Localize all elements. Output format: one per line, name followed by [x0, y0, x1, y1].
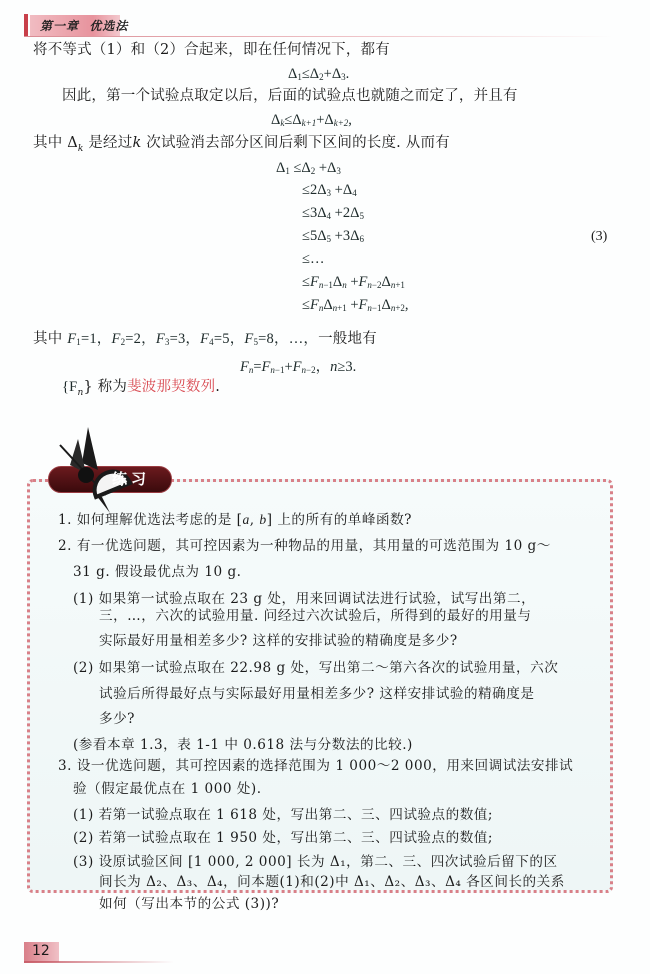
chapter-header-bar — [24, 14, 28, 37]
exercise-item-2-line-1: 2. 有一优选问题，其可控因素为一种物品的用量，其用量的可选范围为 10 g～ — [58, 538, 551, 554]
exercise-item-3-line-2: 验（假定最优点在 1 000 处). — [73, 781, 262, 797]
chain-line-5: ≤… — [302, 251, 325, 267]
exercise-3-3-line-2: 间长为 Δ₂、Δ₃、Δ₄，问本题(1)和(2)中 Δ₁、Δ₂、Δ₃、Δ₄ 各区间长的关系 — [99, 874, 565, 890]
exercise-item-1: 1. 如何理解优选法考虑的是 [a, b] 上的所有的单峰函数? — [58, 512, 412, 528]
chain-line-3: $\le 3\Delta_4 +2\Delta_5$ — [302, 205, 364, 221]
exercise-3-1: (1) 若第一试验点取在 1 618 处，写出第二、三、四试验点的数值; — [73, 807, 493, 823]
page-number: 12 — [32, 943, 50, 959]
exercise-2-1-line-2: 三，…，六次的试验用量. 问经过六次试验后，所得到的最好的用量与 — [99, 608, 532, 624]
equation-delta-inequality: $\Delta_1\le\Delta_2+\Delta_3$. — [288, 66, 350, 82]
paragraph-first-point: 因此，第一个试验点取定以后，后面的试验点也就随之而定了，并且有 — [62, 88, 518, 104]
exercise-3-2: (2) 若第一试验点取在 1 950 处，写出第二、三、四试验点的数值; — [73, 830, 493, 846]
chain-line-4: $\le 5\Delta_5 +3\Delta_6$ — [302, 228, 364, 244]
exercise-item-2-line-2: 31 g. 假设最优点为 10 g. — [73, 564, 242, 580]
chain-line-6: $\le F_{n-1}\Delta_n +F_{n-2}\Delta_{n+1}$ — [302, 274, 405, 290]
exercise-2-1-line-3: 实际最好用量相差多少? 这样的安排试验的精确度是多少? — [99, 633, 458, 649]
equation-delta-k: $\Delta_k\le\Delta_{k+1}+\Delta_{k+2}$, — [271, 112, 352, 128]
exercise-2-note: (参看本章 1.3，表 1-1 中 0.618 法与分数法的比较.) — [73, 737, 413, 753]
chain-line-2: $\le 2\Delta_3 +\Delta_4$ — [302, 182, 357, 198]
chain-line-1: $\Delta_1 \le\Delta_2 +\Delta_3$ — [276, 160, 341, 176]
equation-number: (3) — [591, 229, 608, 244]
fibonacci-term: 斐波那契数列 — [127, 379, 216, 395]
exercise-2-2-line-3: 多少? — [99, 711, 135, 727]
exercise-item-3-line-1: 3. 设一优选问题，其可控因素的选择范围为 1 000～2 000，用来回调试法安排试 — [58, 758, 574, 774]
chapter-title: 第一章 优选法 — [40, 19, 129, 33]
exercise-banner-label: 练习 — [112, 470, 151, 488]
paragraph-delta-k-definition: 其中 $\Delta_k$ 是经过k 次试验消去部分区间后剩下区间的长度. 从而有 — [33, 135, 450, 154]
paragraph-fibonacci-values: 其中 $F_1=1$，$F_2=2$，$F_3=3$，$F_4=5$，$F_5=8$，…，一般地有 — [33, 331, 377, 347]
exercise-2-2-line-2: 试验后所得最好点与实际最好用量相差多少? 这样安排试验的精确度是 — [99, 686, 535, 702]
exercise-3-3-line-1: (3) 设原试验区间 [1 000, 2 000] 长为 Δ₁，第二、三、四次试验后留下的区 — [73, 854, 558, 870]
chain-line-7: $\le F_n\Delta_{n+1} +F_{n-1}\Delta_{n+2}$, — [302, 297, 409, 313]
footer-rule — [24, 961, 174, 963]
paragraph-combine-inequalities: 将不等式（1）和（2）合起来，即在任何情况下，都有 — [33, 42, 390, 58]
header-rule — [24, 36, 614, 37]
paragraph-fibonacci-name: $\{F_n\}$ 称为斐波那契数列. — [62, 379, 221, 398]
exercise-2-1-line-1: (1) 如果第一试验点取在 23 g 处，用来回调试法进行试验，试写出第二， — [73, 591, 536, 607]
exercise-3-3-line-3: 如何（写出本节的公式 (3))? — [99, 896, 280, 912]
exercise-2-2-line-1: (2) 如果第一试验点取在 22.98 g 处，写出第二～第六各次的试验用量，六次 — [73, 660, 559, 676]
equation-fibonacci-recurrence: $F_n=F_{n-1}+F_{n-2}$，n≥3. — [240, 359, 357, 375]
